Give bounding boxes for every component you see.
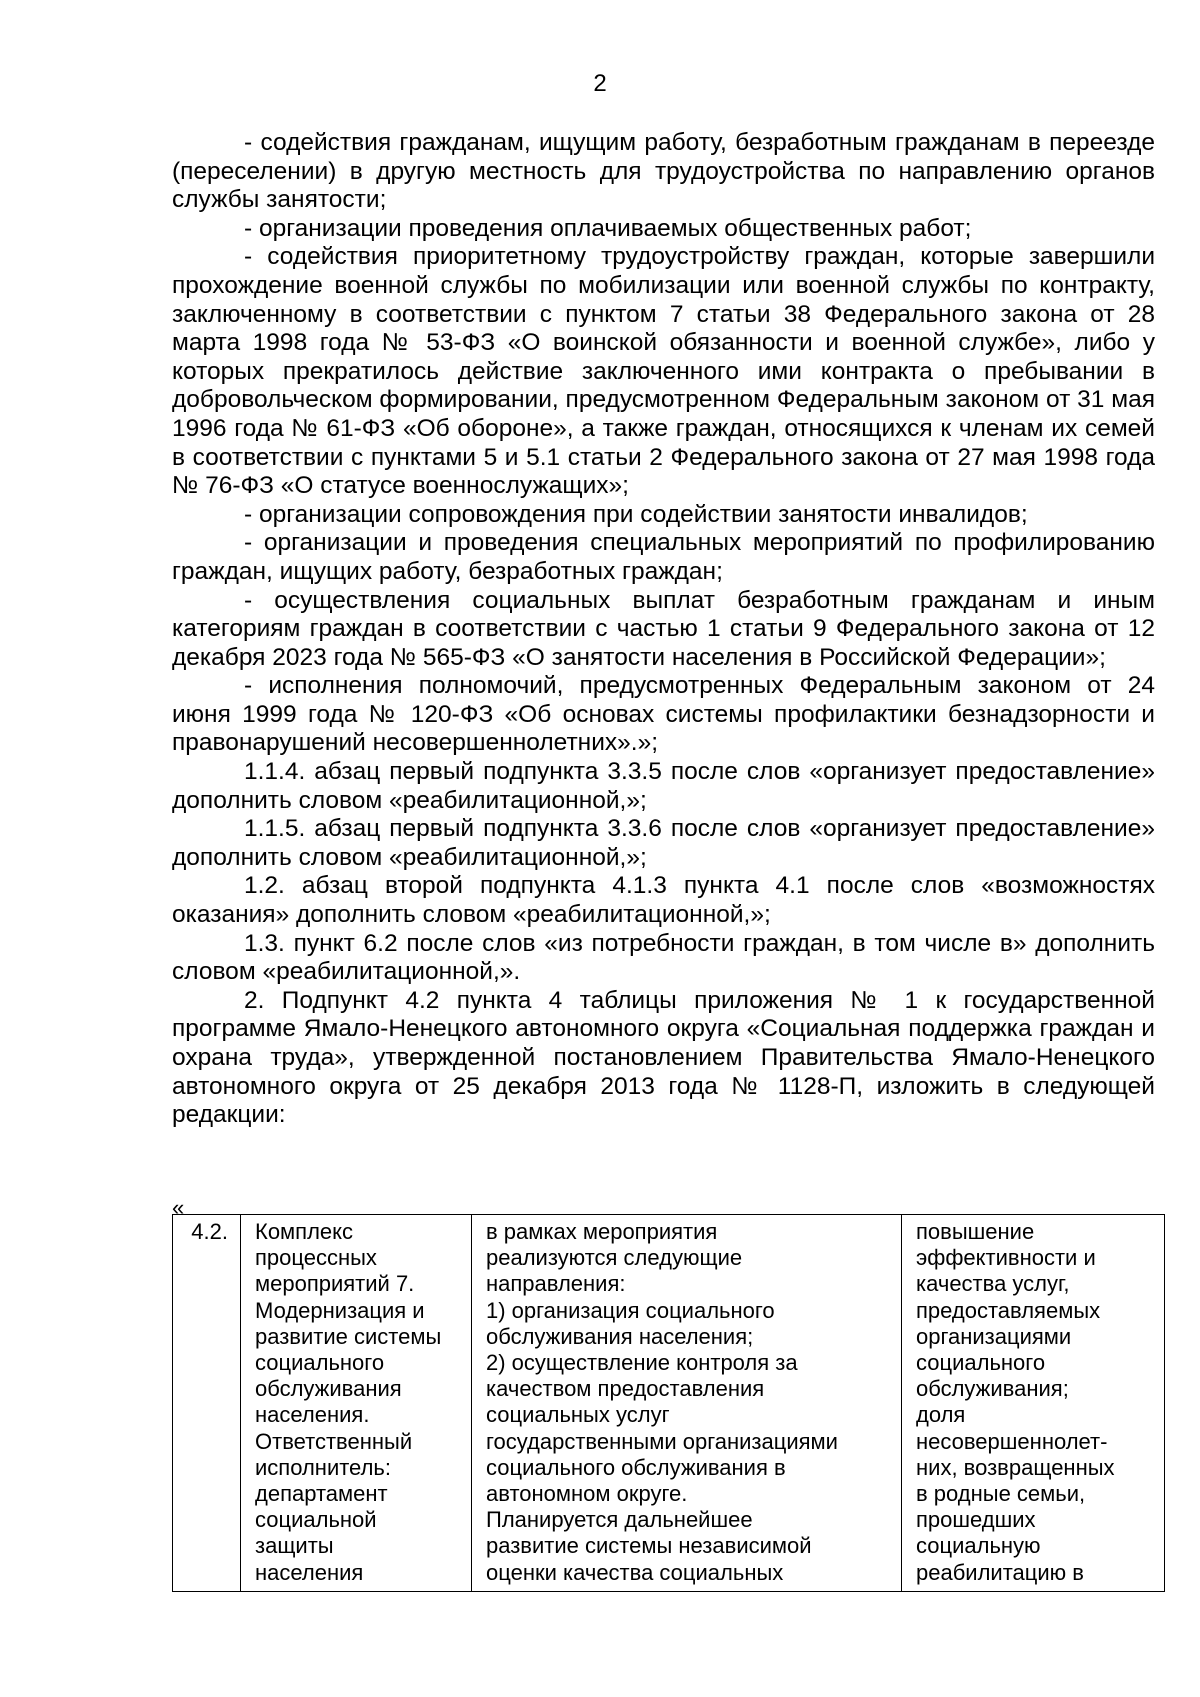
cell-line: социального <box>916 1350 1046 1376</box>
cell-line: обслуживания <box>255 1376 402 1402</box>
cell-line: доля <box>916 1402 966 1428</box>
paragraph: - организации и проведения специальных мероприятий по профилированию граждан, ищущих работу, безработных граждан; <box>172 529 1155 585</box>
paragraph: - организации проведения оплачиваемых общественных работ; <box>244 214 972 242</box>
document-body <box>172 129 1155 1130</box>
cell-line: оценки качества социальных <box>486 1559 784 1585</box>
paragraph: - содействия приоритетному трудоустройству граждан, которые завершили прохождение военной службы по мобилизации или военной службы по контракту, заключенному в соответствии с пунктом 7 статьи 38 Федерального закона от 28 марта 1998 года № 53-ФЗ «О воинской обязанности и военной службе», либо у которых прекратилось действие заключенного ими контракта о пребывании в добровольческом формировании, предусмотренном Федеральным законом от 31 мая 1996 года № 61-ФЗ «Об обороне», а также граждан, относящихся к членам их семей в соответствии с пунктами 5 и 5.1 статьи 2 Федерального закона от 27 мая 1998 года № 76-ФЗ «О статусе военнослужащих»; <box>172 243 1155 500</box>
cell-line: в рамках мероприятия <box>486 1219 718 1244</box>
cell-line: развитие системы независимой <box>486 1533 812 1559</box>
cell-line: Комплекс <box>255 1219 354 1244</box>
cell-line: в родные семьи, <box>916 1481 1086 1507</box>
cell-line: 2) осуществление контроля за <box>486 1350 798 1376</box>
table-row <box>173 1215 1165 1592</box>
cell-line: Модернизация и <box>255 1297 425 1323</box>
paragraph: - организации сопровождения при содействии занятости инвалидов; <box>244 500 1028 528</box>
paragraph: 1.1.4. абзац первый подпункта 3.3.5 после слов «организует предоставление» дополнить словом «реабилитационной,»; <box>172 758 1155 814</box>
cell-line: государственными организациями <box>486 1428 838 1454</box>
cell-line: несовершеннолет- <box>916 1428 1108 1454</box>
cell-line: Ответственный <box>255 1428 413 1454</box>
paragraph: 1.3. пункт 6.2 после слов «из потребности граждан, в том числе в» дополнить словом «реабилитационной,». <box>172 929 1155 986</box>
cell-line: исполнитель: <box>255 1454 391 1480</box>
cell-line: реабилитацию в <box>916 1559 1084 1585</box>
cell-line: процессных <box>255 1245 377 1271</box>
cell-line: направления: <box>486 1271 626 1297</box>
program-table <box>172 1214 1165 1592</box>
cell-line: мероприятий 7. <box>255 1271 415 1297</box>
opening-quote-mark: « <box>172 1195 185 1220</box>
cell-line: социальной <box>255 1507 377 1533</box>
cell-line: автономном округе. <box>486 1481 688 1507</box>
paragraph: - содействия гражданам, ищущим работу, безработным гражданам в переезде (переселении) в другую местность для трудоустройства по направлению органов службы занятости; <box>172 129 1155 214</box>
row-number-cell <box>173 1215 241 1592</box>
cell-line: департамент <box>255 1481 388 1507</box>
paragraph: 2. Подпункт 4.2 пункта 4 таблицы приложения № 1 к государственной программе Ямало-Ненецкого автономного округа «Социальная поддержка граждан и охрана труда», утвержденной постановлением Правительства Ямало-Ненецкого автономного округа от 25 декабря 2013 года № 1128-П, изложить в следующей редакции: <box>172 986 1155 1129</box>
paragraph: - осуществления социальных выплат безработным гражданам и иным категориям граждан в соответствии с частью 1 статьи 9 Федерального закона от 12 декабря 2023 года № 565-ФЗ «О занятости населения в Российской Федерации»; <box>172 586 1155 671</box>
cell-line: качеством предоставления <box>486 1376 765 1402</box>
page-number: 2 <box>593 70 607 97</box>
measure-name-cell <box>241 1215 472 1592</box>
cell-line: населения <box>255 1559 364 1585</box>
cell-line: развитие системы <box>255 1323 442 1349</box>
measure-description-cell <box>472 1215 902 1592</box>
cell-line: прошедших <box>916 1507 1036 1533</box>
cell-line: предоставляемых <box>916 1297 1101 1323</box>
cell-line: эффективности и <box>916 1245 1096 1271</box>
cell-line: обслуживания населения; <box>486 1323 754 1349</box>
paragraph: 1.1.5. абзац первый подпункта 3.3.6 после слов «организует предоставление» дополнить словом «реабилитационной,»; <box>172 815 1155 871</box>
cell-line: социальную <box>916 1533 1041 1559</box>
cell-line: 1) организация социального <box>486 1297 775 1323</box>
cell-line: повышение <box>916 1219 1035 1244</box>
cell-line: социального <box>255 1350 385 1376</box>
row-number: 4.2. <box>191 1219 228 1244</box>
cell-line: качества услуг, <box>916 1271 1070 1297</box>
cell-line: защиты <box>255 1533 334 1559</box>
paragraph: 1.2. абзац второй подпункта 4.1.3 пункта 4.1 после слов «возможностях оказания» дополнить словом «реабилитационной,»; <box>172 872 1155 929</box>
cell-line: населения. <box>255 1402 370 1428</box>
paragraph: - исполнения полномочий, предусмотренных Федеральным законом от 24 июня 1999 года № 120-ФЗ «Об основах системы профилактики безнадзорности и правонарушений несовершеннолетних».»; <box>172 672 1155 757</box>
cell-line: организациями <box>916 1323 1072 1349</box>
cell-line: Планируется дальнейшее <box>486 1507 753 1533</box>
cell-line: реализуются следующие <box>486 1245 743 1271</box>
cell-line: них, возвращенных <box>916 1454 1115 1480</box>
cell-line: социальных услуг <box>486 1402 670 1428</box>
cell-line: социального обслуживания в <box>486 1454 786 1480</box>
expected-result-cell <box>902 1215 1165 1592</box>
cell-line: обслуживания; <box>916 1376 1069 1402</box>
